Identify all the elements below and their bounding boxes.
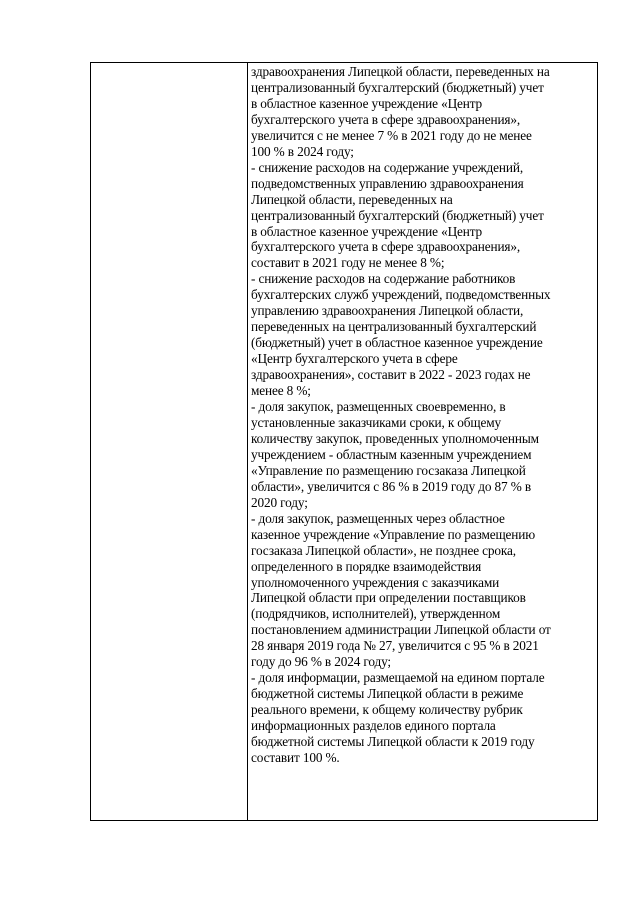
text-line: - доля закупок, размещенных своевременно, в [251, 399, 506, 415]
text-line: увеличится с не менее 7 % в 2021 году до не менее [251, 127, 532, 143]
text-line: здравоохранения Липецкой области, переведенных на [251, 64, 550, 79]
text-line: составит в 2021 году не менее 8 %; [251, 255, 445, 271]
text-line: установленные заказчиками сроки, к общему [251, 414, 502, 430]
text-line: - снижение расходов на содержание работников [251, 271, 516, 287]
text-line: бухгалтерского учета в сфере здравоохранения», [251, 239, 521, 255]
text-line: Липецкой области при определении поставщиков [251, 590, 526, 606]
text-line: году до 96 % в 2024 году; [251, 654, 391, 670]
text-line: «Управление по размещению госзаказа Липецкой [251, 462, 526, 478]
text-line: казенное учреждение «Управление по размещению [251, 526, 536, 542]
text-line: 28 января 2019 года № 27, увеличится с 95 % в 2021 [251, 638, 539, 654]
table-right-cell [248, 63, 597, 820]
text-line: здравоохранения», составит в 2022 - 2023 годах не [251, 367, 531, 383]
text-line: подведомственных управлению здравоохранения [251, 175, 524, 191]
text-line: управлению здравоохранения Липецкой области, [251, 303, 524, 319]
text-line: «Центр бухгалтерского учета в сфере [251, 351, 458, 367]
text-line: (бюджетный) учет в областное казенное учреждение [251, 335, 543, 351]
text-line: - снижение расходов на содержание учреждений, [251, 159, 523, 175]
text-line: количеству закупок, проведенных уполномоченным [251, 430, 539, 446]
text-line: области», увеличится с 86 % в 2019 году до 87 % в [251, 478, 531, 494]
text-line: информационных разделов единого портала [251, 718, 496, 734]
text-line: госзаказа Липецкой области», не позднее срока, [251, 542, 516, 558]
text-line: учреждением - областным казенным учреждением [251, 446, 532, 462]
text-line: - доля закупок, размещенных через областное [251, 510, 505, 526]
text-line: бюджетной системы Липецкой области в режиме [251, 686, 524, 702]
text-line: переведенных на централизованный бухгалтерский [251, 319, 537, 335]
text-line: составит 100 %. [251, 749, 340, 765]
text-line: постановлением администрации Липецкой области от [251, 622, 551, 638]
text-line: централизованный бухгалтерский (бюджетный) учет [251, 207, 544, 223]
text-line: бухгалтерских служб учреждений, подведомственных [251, 287, 551, 303]
text-line: централизованный бухгалтерский (бюджетный) учет [251, 79, 544, 95]
text-line: в областное казенное учреждение «Центр [251, 223, 483, 239]
table-left-cell [91, 63, 248, 820]
text-line: менее 8 %; [251, 383, 311, 399]
text-line: 100 % в 2024 году; [251, 143, 354, 159]
text-line: - доля информации, размещаемой на едином портале [251, 670, 545, 686]
text-line: 2020 году; [251, 494, 308, 510]
document-table [90, 62, 598, 821]
text-line: (подрядчиков, исполнителей), утвержденном [251, 606, 501, 622]
text-line: бухгалтерского учета в сфере здравоохранения», [251, 111, 521, 127]
text-line: бюджетной системы Липецкой области к 2019 году [251, 734, 535, 750]
text-line: уполномоченного учреждения с заказчиками [251, 574, 500, 590]
text-line: реального времени, к общему количеству рубрик [251, 702, 523, 718]
text-line: в областное казенное учреждение «Центр [251, 95, 483, 111]
text-line: определенного в порядке взаимодействия [251, 558, 482, 574]
text-line: Липецкой области, переведенных на [251, 191, 453, 207]
